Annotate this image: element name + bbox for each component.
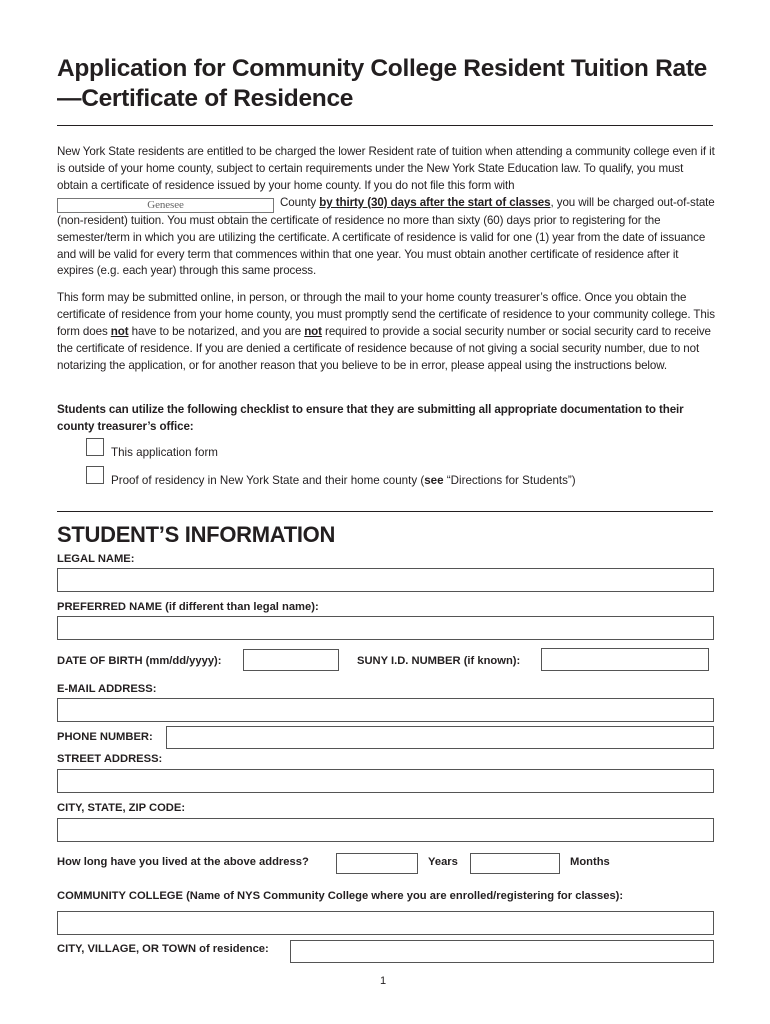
dob-label: DATE OF BIRTH (mm/dd/yyyy): bbox=[57, 655, 222, 667]
checklist-checkbox-application[interactable] bbox=[86, 438, 104, 456]
phone-input[interactable] bbox=[166, 726, 714, 749]
intro-text-cont: , you will be charged out-of-state (non-resident) tuition. You must obtain the certificate of residence no more than sixty (60) days prior to registering for the semester/term in which you are utilizing the certificate. A certificate of residence is valid for one (1) year from the date of issuance and will be valid for every term that commences within that one year. You must obtain another certificate of residence after it expires (e.g. each year) through this same process. bbox=[57, 195, 715, 278]
checklist-heading: Students can utilize the following checklist to ensure that they are submitting all appropriate documentation to their county treasurer’s office: bbox=[57, 403, 684, 433]
legal-name-input[interactable] bbox=[57, 568, 714, 592]
email-label: E-MAIL ADDRESS: bbox=[57, 683, 157, 695]
intro-paragraph-2 bbox=[57, 290, 717, 375]
preferred-name-input[interactable] bbox=[57, 616, 714, 640]
city-village-town-input[interactable] bbox=[290, 940, 714, 963]
preferred-name-label: PREFERRED NAME (if different than legal name): bbox=[57, 601, 319, 613]
community-college-label: COMMUNITY COLLEGE (Name of NYS Community College where you are enrolled/registering for classes): bbox=[57, 890, 624, 902]
months-input[interactable] bbox=[470, 853, 560, 874]
intro-paragraph-1 bbox=[57, 144, 717, 280]
label-text: Proof of residency in New York State and their home county ( bbox=[111, 474, 425, 487]
label-text: “Directions for Students”) bbox=[443, 474, 576, 487]
label-bold: see bbox=[424, 474, 444, 487]
section-title: STUDENT’S INFORMATION bbox=[57, 522, 336, 547]
how-long-label: How long have you lived at the above address? bbox=[57, 856, 309, 868]
intro-text: have to be notarized, and you are bbox=[128, 324, 305, 338]
suny-id-label: SUNY I.D. NUMBER (if known): bbox=[357, 655, 521, 667]
page-number: 1 bbox=[380, 975, 387, 987]
divider bbox=[57, 511, 713, 512]
community-college-input[interactable] bbox=[57, 911, 714, 935]
dob-input[interactable] bbox=[243, 649, 339, 671]
deadline-text: by thirty (30) days after the start of classes bbox=[319, 195, 551, 209]
years-label: Years bbox=[428, 856, 458, 868]
intro-text: New York State residents are entitled to be charged the lower Resident rate of tuition when attending a community college even if it is outside of your home county, subject to certain requirements under the New York State Education law. To qualify, you must obtain a certificate of residence issued by your home county. If you do not file this form with bbox=[57, 145, 715, 192]
county-field[interactable]: Genesee bbox=[57, 198, 274, 213]
suny-id-input[interactable] bbox=[541, 648, 709, 671]
page-title: Application for Community College Resident Tuition Rate—Certificate of Residence bbox=[57, 55, 708, 112]
phone-label: PHONE NUMBER: bbox=[57, 731, 153, 743]
emphasis-not: not bbox=[110, 324, 129, 338]
city-state-zip-input[interactable] bbox=[57, 818, 714, 842]
years-input[interactable] bbox=[336, 853, 418, 874]
street-input[interactable] bbox=[57, 769, 714, 793]
email-input[interactable] bbox=[57, 698, 714, 722]
city-state-zip-label: CITY, STATE, ZIP CODE: bbox=[57, 802, 186, 814]
months-label: Months bbox=[570, 856, 610, 868]
checklist-label: This application form bbox=[111, 446, 218, 459]
checklist-label bbox=[111, 474, 576, 487]
city-village-town-label: CITY, VILLAGE, OR TOWN of residence: bbox=[57, 943, 269, 955]
county-label: County bbox=[280, 195, 320, 209]
checklist-checkbox-proof[interactable] bbox=[86, 466, 104, 484]
emphasis-not: not bbox=[304, 324, 322, 338]
legal-name-label: LEGAL NAME: bbox=[57, 553, 135, 565]
intro-text: This form may be submitted online, in person, or through the mail to your home county treasurer’s office. Once you obtain the certificate of residence from your home county, you must promptly send the certificate of residence to your community college. This form does bbox=[57, 291, 715, 338]
street-label: STREET ADDRESS: bbox=[57, 753, 163, 765]
divider bbox=[57, 125, 713, 126]
intro-text: required to provide a social security number or social security card to receive the certificate of residence. If you are denied a certificate of residence because of not giving a social security number, due to not notarizing the application, or for another reason that you believe to be in error, please appeal using the instructions below. bbox=[57, 324, 711, 372]
